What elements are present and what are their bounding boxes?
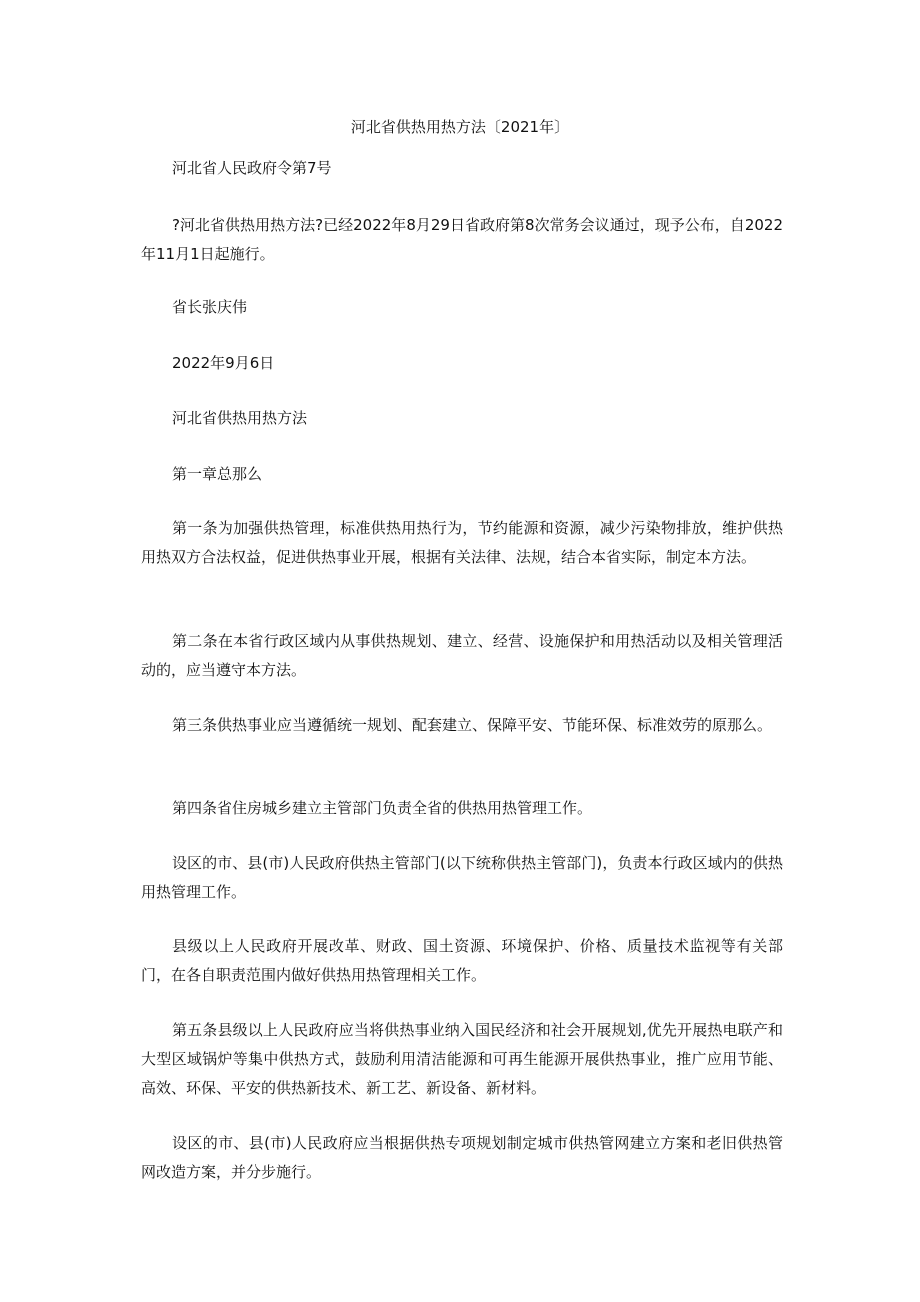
article-2: 第二条在本省行政区域内从事供热规划、建立、经营、设施保护和用热活动以及相关管理活动的，应当遵守本方法。 bbox=[141, 632, 783, 679]
governor-signature: 省长张庆伟 bbox=[172, 298, 248, 316]
promulgation-paragraph: ?河北省供热用热方法?已经2022年8月29日省政府第8次常务会议通过，现予公布，自2022年11月1日起施行。 bbox=[141, 216, 783, 263]
article-3: 第三条供热事业应当遵循统一规划、配套建立、保障平安、节能环保、标准效劳的原那么。 bbox=[172, 716, 773, 734]
issue-date: 2022年9月6日 bbox=[172, 354, 275, 372]
regulation-title: 河北省供热用热方法 bbox=[172, 409, 308, 427]
document-title: 河北省供热用热方法〔2021年〕 bbox=[350, 118, 570, 136]
article-1: 第一条为加强供热管理，标准供热用热行为，节约能源和资源，减少污染物排放，维护供热用热双方合法权益，促进供热事业开展，根据有关法律、法规，结合本省实际，制定本方法。 bbox=[141, 519, 783, 566]
article-4-paragraph-2: 设区的市、县(市)人民政府供热主管部门(以下统称供热主管部门)，负责本行政区域内的供热用热管理工作。 bbox=[141, 854, 783, 901]
article-4: 第四条省住房城乡建立主管部门负责全省的供热用热管理工作。 bbox=[172, 799, 593, 817]
decree-number: 河北省人民政府令第7号 bbox=[172, 159, 332, 177]
article-5-paragraph-2: 设区的市、县(市)人民政府应当根据供热专项规划制定城市供热管网建立方案和老旧供热管网改造方案，并分步施行。 bbox=[141, 1134, 783, 1181]
article-5: 第五条县级以上人民政府应当将供热事业纳入国民经济和社会开展规划,优先开展热电联产和大型区域锅炉等集中供热方式，鼓励利用清洁能源和可再生能源开展供热事业，推广应用节能、高效、环保、平安的供热新技术、新工艺、新设备、新材料。 bbox=[141, 1021, 783, 1097]
chapter-heading: 第一章总那么 bbox=[172, 465, 263, 483]
article-4-paragraph-3: 县级以上人民政府开展改革、财政、国土资源、环境保护、价格、质量技术监视等有关部门，在各自职责范围内做好供热用热管理相关工作。 bbox=[141, 937, 783, 984]
